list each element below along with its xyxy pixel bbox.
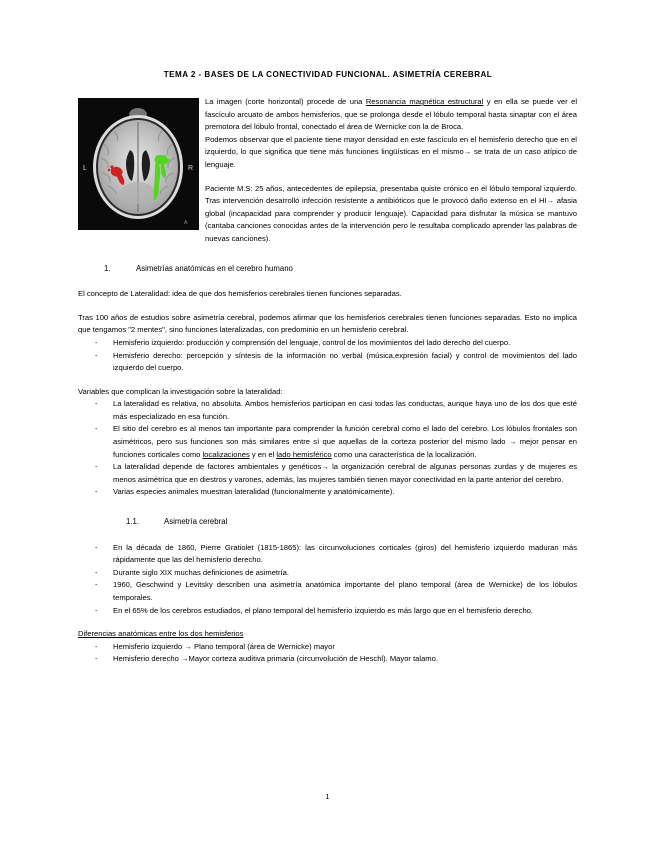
section-1-1-heading — [78, 516, 577, 529]
spacer — [78, 301, 577, 312]
variables-lead: Variables que complican la investigación sobre la lateralidad: — [78, 386, 283, 396]
spacer — [78, 617, 577, 628]
variables-b2-underlined-2: lado hemisférico — [276, 449, 332, 459]
mri-axial-brain-slice — [78, 98, 199, 230]
document-body — [78, 96, 577, 666]
section-1-title: Asimetrías anatómicas en el cerebro humano — [136, 263, 293, 273]
list-item: - Hemisferio izquierdo → Plano temporal (área de Wernicke) mayor — [78, 641, 577, 654]
spacer — [78, 246, 577, 263]
spacer — [78, 499, 577, 516]
variables-b2-text-c: como una característica de la localización. — [331, 449, 477, 459]
spacer — [78, 375, 577, 386]
list-item: - En el 65% de los cerebros estudiados, el plano temporal del hemisferio izquierdo es más largo que en el hemisferio derecho. — [78, 605, 577, 618]
list-item: - Durante siglo XIX muchas definiciones de asimetría. — [78, 567, 577, 580]
mri-image — [78, 98, 199, 230]
section-1-1-number: 1.1. — [126, 517, 140, 527]
section-1-heading — [78, 263, 577, 276]
section-1-paragraph-2: Tras 100 años de estudios sobre asimetría cerebral, podemos afirmar que los hemisferios cerebrales tienen funciones separadas. Esto no implica que tengamos "2 mentes", sino funciones lateralizadas, con predominio en un hemisferio cerebral. — [78, 312, 577, 335]
spacer — [78, 275, 577, 288]
variables-b2-underlined-1: localizaciones — [202, 449, 250, 459]
list-item: - La lateralidad depende de factores ambientales y genéticos→ la organización cerebral de algunas personas zurdas y de mujeres es menos asimétrica que en diestros y varones, además, las mujeres también tienen mayor conectividad en la parte anterior del cerebro. — [78, 461, 577, 486]
section-1-number: 1. — [104, 263, 111, 273]
list-item: - Hemisferio izquierdo: producción y comprensión del lenguaje, control de los movimientos del lado derecho del cuerpo. — [78, 337, 577, 350]
list-item: - Hemisferio derecho →Mayor corteza auditiva primaria (circunvolución de Heschl). Mayor talamo. — [78, 653, 577, 666]
variables-bullet-list — [78, 398, 577, 499]
list-item: - En la década de 1860, Pierre Gratiolet (1815-1865): las circunvoluciones corticales (giros) del hemisferio izquierdo maduran más rápidamente que las del hemisferio derecho. — [78, 542, 577, 567]
intro-paragraph-3: Paciente M.S: 25 años, antecedentes de epilepsia, presentaba quiste crónico en el lóbulo temporal izquierdo. Tras intervención desarrolló infección resistente a antibióticos que le provocó daño extenso en el HI→ afasia global (incapacidad para comprender y producir lenguaje). Capacidad para disfrutar la música se mantuvo (cantaba canciones conocidas antes de la intervención pero le resultaba complicado aprender las palabras de nuevas canciones). — [205, 183, 577, 243]
intro-p1-underlined: Resonancia magnética estructural — [365, 97, 484, 106]
section-1-1-title: Asimetría cerebral — [164, 517, 228, 527]
orientation-label-right: R — [188, 165, 194, 172]
section-1-paragraph-1: El concepto de Lateralidad: idea de que dos hemisferios cerebrales tienen funciones separadas. — [78, 289, 402, 299]
page-title: TEMA 2 - BASES DE LA CONECTIVIDAD FUNCIONAL. ASIMETRÍA CEREBRAL — [163, 70, 493, 79]
intro-paragraph-2: Podemos observar que el paciente tiene mayor densidad en este fascículo en el hemisferio derecho que en el izquierdo, lo que significa que tiene más funciones lingüísticas en el mismo→ se trata de un caso atípico de lenguaje. — [205, 134, 577, 169]
differences-heading: Diferencias anatómicas entre los dos hemisferios — [78, 629, 244, 639]
page-number: 1 — [325, 792, 330, 801]
list-item: - Hemisferio derecho: percepción y síntesis de la información no verbal (música,expresión facial) y control de movimientos del lado izquierdo del cuerpo. — [78, 350, 577, 375]
list-item: - 1960, Geschwind y Levitsky describen una asimetría anatómica importante del plano temporal (área de Wernicke) de los lóbulos temporales. — [78, 579, 577, 604]
list-item: - Varias especies animales muestran lateralidad (funcionalmente y anatómicamente). — [78, 486, 577, 499]
intro-p1-text-b: y en ella se puede ver el fascículo arcuato de ambos hemisferios, que se prolonga desde el lóbulo temporal hasta sinaptar con el área premotora del lóbulo frontal, conectado el área de Wernicke con la de Broca. — [205, 97, 578, 132]
spacer — [78, 529, 577, 542]
list-item: - La lateralidad es relativa, no absoluta. Ambos hemisferios participan en casi todas las conductas, aunque haya uno de los dos que esté más especializado en esa función. — [78, 398, 577, 423]
variables-b2-text-a: El sitio del cerebro es al menos tan importante para comprender la función cerebral como el lado del cerebro. Los lóbulos frontales son asimétricos, pero sus funciones son más similares entre sí que aquellas de la corteza posterior del mismo lado → mejor pensar en funciones corticales como — [113, 424, 577, 459]
intro-p1-text-a: La imagen (corte horizontal) procede de una — [205, 97, 366, 106]
orientation-label-corner: A — [184, 220, 188, 226]
section-1-bullet-list — [78, 337, 577, 375]
differences-bullet-list — [78, 641, 577, 666]
list-item — [78, 423, 577, 461]
section-1-1-bullet-list — [78, 542, 577, 618]
variables-b2-text-b: y en el — [249, 449, 277, 459]
orientation-label-left: L — [83, 165, 87, 172]
